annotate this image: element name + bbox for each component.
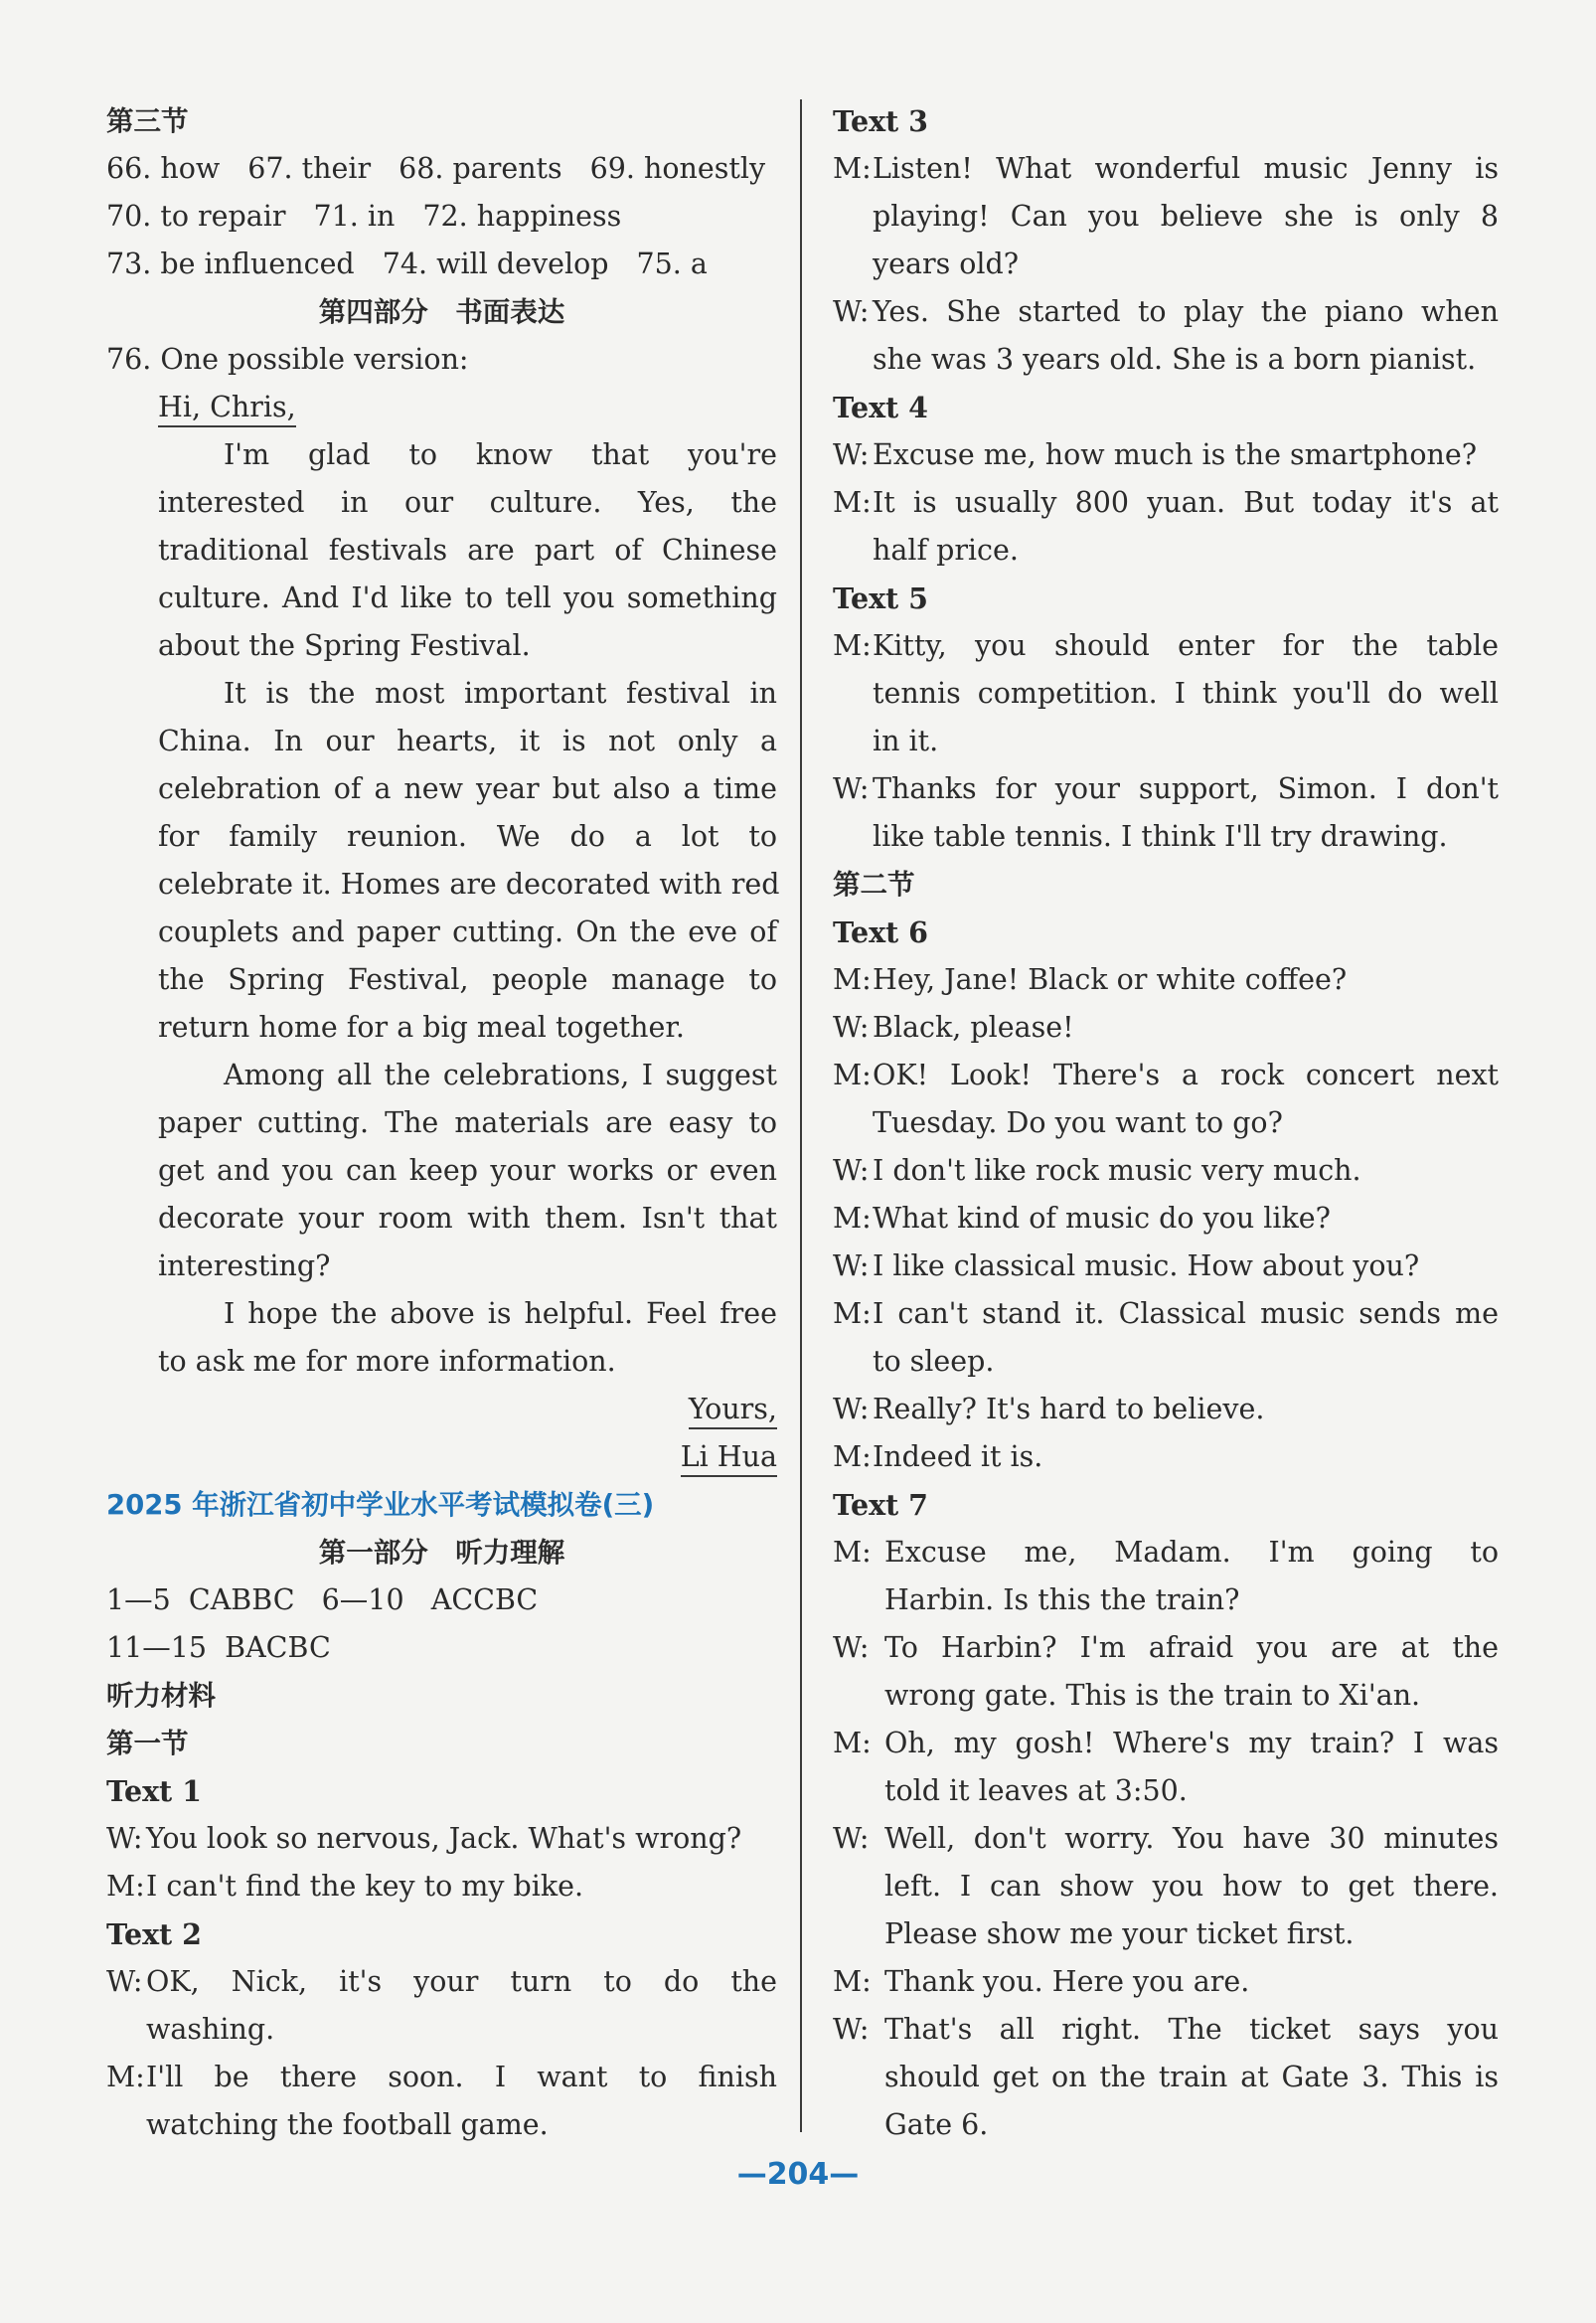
- text-2-dialogue: [106, 1958, 777, 2149]
- speaker-label: W:: [833, 1393, 870, 1425]
- dialogue-turn: [833, 479, 1499, 575]
- listening-header: 听力材料: [106, 1680, 216, 1712]
- dialogue-turn: [833, 288, 1499, 384]
- dialogue-text: [146, 1863, 777, 1910]
- text-6-dialogue: [833, 956, 1499, 1481]
- speaker-label: M:: [833, 1059, 872, 1091]
- dialogue-line: OK, Nick, it's your turn to do the: [146, 1965, 777, 1998]
- q76-intro: 76. One possible version:: [106, 343, 469, 376]
- letter-para-3: Among all the celebrations, I suggest paper cutting. The materials are easy to get and you can keep your works or even decorate your room with them. Isn't that interesting?: [158, 1059, 777, 1282]
- dialogue-turn: [106, 1863, 777, 1910]
- dialogue-text: [884, 1958, 1499, 2006]
- speaker-label: W:: [833, 1822, 870, 1855]
- dialogue-turn: [833, 765, 1499, 861]
- dialogue-line: left. I can show you how to get there.: [884, 1870, 1499, 1903]
- dialogue-line: Harbin. Is this the train?: [884, 1583, 1240, 1616]
- answer-row-2: 70. to repair 71. in 72. happiness: [106, 200, 622, 233]
- dialogue-turn: [833, 2006, 1499, 2149]
- dialogue-line: Well, don't worry. You have 30 minutes: [884, 1822, 1499, 1855]
- dialogue-line: should get on the train at Gate 3. This is: [884, 2061, 1499, 2093]
- letter-greeting: Hi, Chris,: [106, 384, 777, 431]
- dialogue-line: Really? It's hard to believe.: [873, 1393, 1265, 1425]
- dialogue-line: Hey, Jane! Black or white coffee?: [873, 963, 1348, 996]
- speaker-label: W:: [106, 1822, 143, 1855]
- text-2-label: Text 2: [106, 1917, 202, 1951]
- dialogue-text: [873, 1433, 1499, 1481]
- speaker-label: W:: [833, 1011, 870, 1044]
- dialogue-line: wrong gate. This is the train to Xi'an.: [884, 1679, 1421, 1712]
- text-7-label: Text 7: [833, 1488, 928, 1522]
- dialogue-text: [884, 1624, 1499, 1720]
- letter-para-4: I hope the above is helpful. Feel free to ask me for more information.: [158, 1297, 777, 1378]
- dialogue-text: [873, 1386, 1499, 1433]
- text-5-dialogue: [833, 622, 1499, 861]
- dialogue-text: [884, 2006, 1499, 2149]
- dialogue-turn: [833, 622, 1499, 765]
- letter-signature: Li Hua: [106, 1433, 777, 1481]
- text-1-label: Text 1: [106, 1774, 202, 1808]
- left-column: [106, 97, 780, 2149]
- dialogue-line: What kind of music do you like?: [873, 1202, 1331, 1235]
- column-divider: [800, 99, 802, 2132]
- answers-1-row-2: 11—15 BACBC: [106, 1631, 331, 1664]
- text-4-label: Text 4: [833, 391, 928, 424]
- speaker-label: M:: [833, 486, 872, 519]
- dialogue-line: tennis competition. I think you'll do well: [873, 677, 1499, 710]
- text-6-label: Text 6: [833, 915, 928, 949]
- dialogue-text: [873, 765, 1499, 861]
- dialogue-turn: [833, 1147, 1499, 1195]
- dialogue-line: I can't find the key to my bike.: [146, 1870, 584, 1903]
- dialogue-line: Oh, my gosh! Where's my train? I was: [884, 1727, 1499, 1759]
- dialogue-text: [146, 1958, 777, 2054]
- dialogue-turn: [106, 2054, 777, 2149]
- speaker-label: M:: [833, 152, 872, 185]
- dialogue-text: [873, 431, 1499, 479]
- speaker-label: M:: [833, 629, 872, 662]
- dialogue-line: Excuse me, Madam. I'm going to: [884, 1536, 1499, 1569]
- dialogue-text: [873, 479, 1499, 575]
- section-3-header: 第三节: [106, 105, 189, 137]
- speaker-label: M:: [833, 963, 872, 996]
- dialogue-line: she was 3 years old. She is a born pianist.: [873, 343, 1477, 376]
- part-1-header: 第一部分 听力理解: [318, 1537, 565, 1569]
- speaker-label: W:: [833, 1631, 870, 1664]
- dialogue-text: [873, 1052, 1499, 1147]
- dialogue-line: like table tennis. I think I'll try drawing.: [873, 820, 1448, 853]
- answer-row-1: 66. how 67. their 68. parents 69. honestly: [106, 152, 766, 185]
- page-number: —204—: [736, 2157, 860, 2192]
- dialogue-line: Listen! What wonderful music Jenny is: [873, 152, 1499, 185]
- dialogue-turn: [833, 1052, 1499, 1147]
- speaker-label: M:: [833, 1965, 872, 1998]
- dialogue-line: Tuesday. Do you want to go?: [873, 1106, 1283, 1139]
- dialogue-turn: [833, 1243, 1499, 1290]
- part-4-header: 第四部分 书面表达: [318, 296, 565, 328]
- dialogue-text: [884, 1815, 1499, 1958]
- speaker-label: W:: [833, 2013, 870, 2046]
- dialogue-line: to sleep.: [873, 1345, 995, 1378]
- dialogue-line: Gate 6.: [884, 2108, 989, 2141]
- dialogue-line: It is usually 800 yuan. But today it's at: [873, 486, 1499, 519]
- speaker-label: M:: [833, 1536, 872, 1569]
- dialogue-turn: [833, 1529, 1499, 1624]
- exam-title: 2025 年浙江省初中学业水平考试模拟卷(三): [106, 1489, 655, 1521]
- dialogue-turn: [833, 1815, 1499, 1958]
- dialogue-text: [146, 1815, 777, 1863]
- text-5-label: Text 5: [833, 581, 928, 615]
- dialogue-line: Excuse me, how much is the smartphone?: [873, 438, 1477, 471]
- dialogue-text: [873, 1147, 1499, 1195]
- text-7-dialogue: [833, 1529, 1499, 2149]
- dialogue-line: Thank you. Here you are.: [884, 1965, 1250, 1998]
- dialogue-text: [884, 1529, 1499, 1624]
- dialogue-text: [873, 956, 1499, 1004]
- dialogue-line: I can't stand it. Classical music sends me: [873, 1297, 1499, 1330]
- speaker-label: W:: [833, 438, 870, 471]
- dialogue-turn: [833, 1290, 1499, 1386]
- speaker-label: M:: [833, 1440, 872, 1473]
- dialogue-text: [146, 2054, 777, 2149]
- dialogue-line: washing.: [146, 2013, 275, 2046]
- dialogue-turn: [833, 1720, 1499, 1815]
- dialogue-line: half price.: [873, 534, 1019, 567]
- dialogue-line: OK! Look! There's a rock concert next: [873, 1059, 1499, 1091]
- dialogue-text: [873, 1290, 1499, 1386]
- dialogue-turn: [833, 145, 1499, 288]
- letter-para-1: I'm glad to know that you're interested in our culture. Yes, the traditional festivals are part of Chinese culture. And I'd like to tell you something about the Spring Festival.: [158, 438, 777, 662]
- dialogue-turn: [833, 1958, 1499, 2006]
- answer-row-3: 73. be influenced 74. will develop 75. a: [106, 248, 708, 280]
- dialogue-line: in it.: [873, 725, 939, 757]
- dialogue-turn: [833, 1624, 1499, 1720]
- text-1-dialogue: [106, 1815, 777, 1910]
- right-column: [833, 97, 1499, 2149]
- dialogue-line: To Harbin? I'm afraid you are at the: [884, 1631, 1499, 1664]
- dialogue-line: told it leaves at 3:50.: [884, 1774, 1188, 1807]
- dialogue-line: Thanks for your support, Simon. I don't: [873, 772, 1499, 805]
- speaker-label: W:: [833, 772, 870, 805]
- speaker-label: M:: [833, 1727, 872, 1759]
- dialogue-turn: [833, 1195, 1499, 1243]
- speaker-label: W:: [833, 295, 870, 328]
- speaker-label: W:: [106, 1965, 143, 1998]
- speaker-label: W:: [833, 1154, 870, 1187]
- dialogue-line: I like classical music. How about you?: [873, 1249, 1420, 1282]
- speaker-label: M:: [833, 1297, 872, 1330]
- letter-para-2: It is the most important festival in China. In our hearts, it is not only a celebration of a new year but also a time for family reunion. We do a lot to celebrate it. Homes are decorated with red couplets and paper cutting. On the eve of the Spring Festival, people manage to return home for a big meal together.: [158, 677, 780, 1044]
- dialogue-text: [873, 288, 1499, 384]
- speaker-label: M:: [106, 1870, 145, 1903]
- dialogue-line: I'll be there soon. I want to finish: [146, 2061, 777, 2093]
- dialogue-text: [873, 1004, 1499, 1052]
- dialogue-turn: [833, 431, 1499, 479]
- dialogue-line: years old?: [873, 248, 1020, 280]
- dialogue-line: Kitty, you should enter for the table: [873, 629, 1499, 662]
- dialogue-line: watching the football game.: [146, 2108, 549, 2141]
- section-2-header: 第二节: [833, 869, 915, 901]
- dialogue-turn: [833, 1386, 1499, 1433]
- dialogue-text: [873, 1243, 1499, 1290]
- speaker-label: M:: [833, 1202, 872, 1235]
- speaker-label: W:: [833, 1249, 870, 1282]
- text-4-dialogue: [833, 431, 1499, 575]
- dialogue-turn: [106, 1958, 777, 2054]
- dialogue-text: [873, 145, 1499, 288]
- dialogue-line: Black, please!: [873, 1011, 1074, 1044]
- dialogue-turn: [833, 1004, 1499, 1052]
- text-3-dialogue: [833, 145, 1499, 384]
- dialogue-line: Please show me your ticket first.: [884, 1917, 1355, 1950]
- dialogue-line: I don't like rock music very much.: [873, 1154, 1361, 1187]
- dialogue-line: You look so nervous, Jack. What's wrong?: [146, 1822, 742, 1855]
- speaker-label: M:: [106, 2061, 145, 2093]
- dialogue-turn: [833, 956, 1499, 1004]
- dialogue-line: That's all right. The ticket says you: [884, 2013, 1499, 2046]
- section-1-header: 第一节: [106, 1728, 189, 1759]
- dialogue-turn: [833, 1433, 1499, 1481]
- answers-1-row-1: 1—5 CABBC 6—10 ACCBC: [106, 1583, 539, 1616]
- dialogue-line: Yes. She started to play the piano when: [873, 295, 1499, 328]
- dialogue-text: [884, 1720, 1499, 1815]
- dialogue-text: [873, 1195, 1499, 1243]
- dialogue-line: playing! Can you believe she is only 8: [873, 200, 1499, 233]
- dialogue-turn: [106, 1815, 777, 1863]
- letter-closing: Yours,: [106, 1386, 777, 1433]
- dialogue-line: Indeed it is.: [873, 1440, 1043, 1473]
- dialogue-text: [873, 622, 1499, 765]
- text-3-label: Text 3: [833, 104, 928, 138]
